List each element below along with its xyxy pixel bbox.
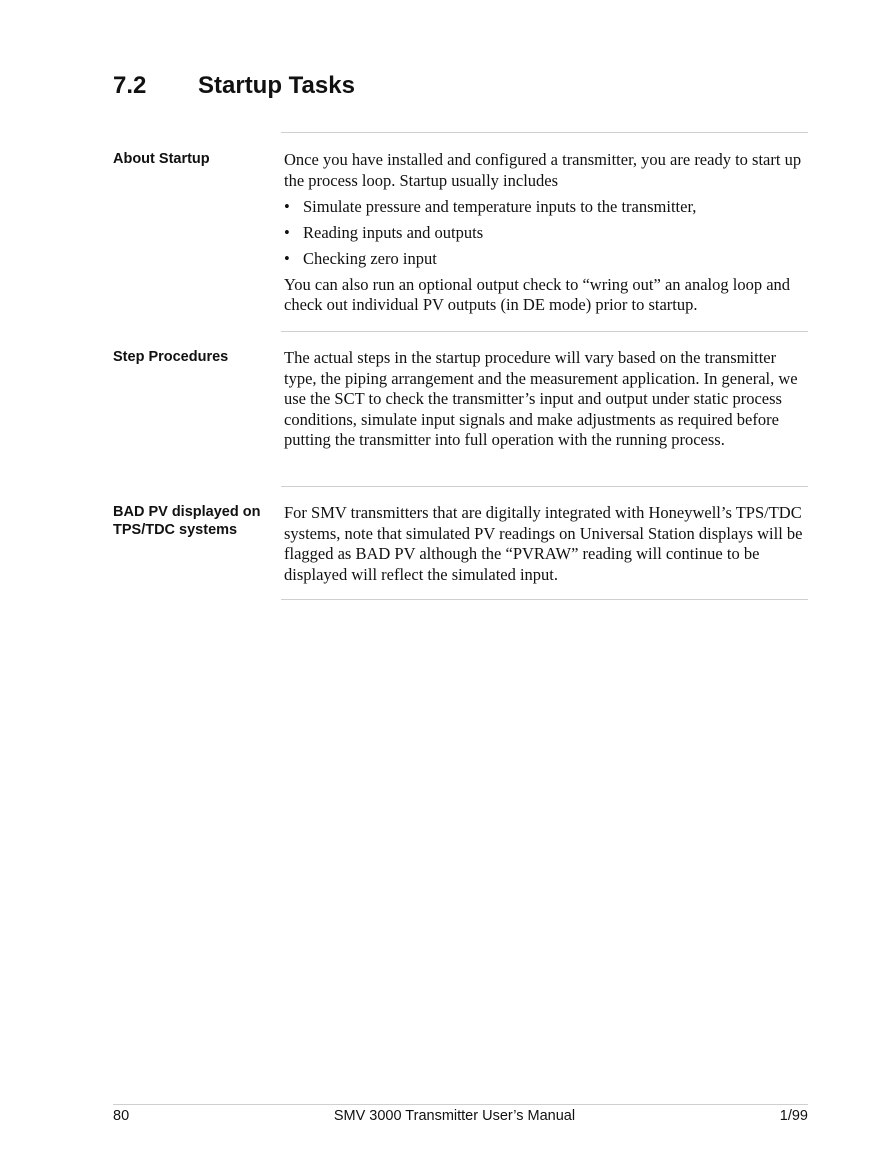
section-number: 7.2: [113, 72, 147, 99]
about-startup-intro: Once you have installed and configured a transmitter, you are ready to start up the process loop. Startup usually includes: [284, 150, 802, 190]
bullet-icon: •: [284, 222, 290, 242]
bad-pv-body: [284, 503, 812, 585]
divider: [281, 486, 808, 487]
list-item: • Checking zero input: [284, 248, 437, 268]
startup-bullet-list: [284, 197, 812, 270]
divider: [281, 599, 808, 600]
about-startup-body: [284, 150, 812, 316]
step-procedures-text: The actual steps in the startup procedure will vary based on the transmitter type, the piping arrangement and the measurement application. In general, we use the SCT to check the transmitter’s input and output under static process conditions, simulate input signals and make adjustments as required before putting the transmitter into full operation with the running process.: [284, 348, 798, 449]
list-item: • Simulate pressure and temperature inputs to the transmitter,: [284, 196, 697, 216]
bad-pv-text: For SMV transmitters that are digitally integrated with Honeywell’s TPS/TDC systems, note that simulated PV readings on Universal Station displays will be flagged as BAD PV although the “PVRAW” reading will continue to be displayed will reflect the simulated input.: [284, 503, 803, 584]
publication-date: 1/99: [779, 1108, 808, 1124]
about-startup-label: About Startup: [113, 151, 210, 167]
manual-title: SMV 3000 Transmitter User’s Manual: [333, 1108, 576, 1124]
bad-pv-label: BAD PV displayed on TPS/TDC systems: [113, 504, 261, 538]
divider: [281, 331, 808, 332]
page-number: 80: [113, 1108, 130, 1124]
about-startup-outro: You can also run an optional output check to “wring out” an analog loop and check out individual PV outputs (in DE mode) prior to startup.: [284, 274, 791, 314]
bullet-icon: •: [284, 196, 290, 216]
footer-divider: [113, 1104, 808, 1105]
page-footer: [113, 1108, 808, 1124]
step-procedures-body: [284, 348, 812, 451]
list-item: • Reading inputs and outputs: [284, 222, 484, 242]
divider: [281, 132, 808, 133]
step-procedures-label: Step Procedures: [113, 349, 229, 365]
section-title: Startup Tasks: [198, 72, 355, 99]
bullet-icon: •: [284, 248, 290, 268]
section-heading: [113, 72, 355, 100]
